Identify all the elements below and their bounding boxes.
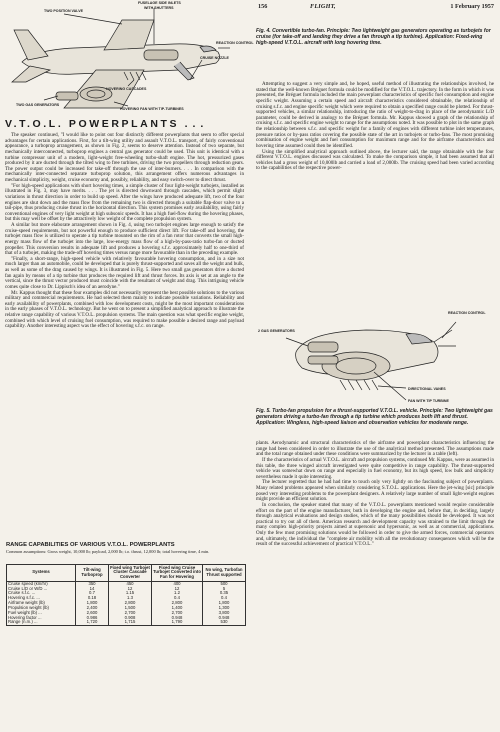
table-cell: Range (n.m.) ... (7, 620, 76, 625)
table-subtitle: Common assumptions: Gross weight, 10,000 lb; payload, 2,000 lb; t.o. thrust, 12,000 lb; total hovering time, 4 min. (6, 549, 210, 554)
label-fuselage-side-inlets: FUSELAGE SIDE INLETS (138, 1, 181, 5)
body-column-2-lower (256, 441, 494, 726)
table-cell: 530 (203, 620, 246, 625)
table-cell: 1.15 (109, 591, 152, 596)
table-cell: 0.986 (76, 616, 109, 621)
table-cell: 1,715 (109, 620, 152, 625)
table-cell: 500 (203, 581, 246, 586)
heading-dots: . . . (184, 118, 205, 130)
figure-5-drawing (256, 302, 494, 406)
table-cell: Airframe weight (lb) (7, 601, 76, 606)
table-cell: 0.908 (109, 616, 152, 621)
table-cell: 1,400 (152, 606, 203, 611)
label-gas-generators: 2 GAS GENERATORS (258, 329, 295, 333)
label-hovering-cascades: HOVERING CASCADES (106, 87, 147, 91)
table-cell: 1,800 (203, 601, 246, 606)
header-cruise-turbojet-fan: Fixed wing Cruise Turbojet Converted into Fan for Hovering (153, 564, 201, 580)
table-cell: Fuel weight (lb) ... (7, 611, 76, 616)
paragraph: A similar but more elaborate arrangement shown in Fig. 4, using two turbojet engines large enough to satisfy the cruise-speed requirements, but not powerful enough to produce sufficient direct lift. For take-off and hovering, the turbojet mass flow is utilized to operate a tip turbine mounted on the rim of a fan rotor that converts the small high-energy mass flow of the turbojet into the large, low-energy mass flow of a high-by-pass-ratio turbo-fan or ducted propeller. This conversion results in adequate lift and produces a hovering s.f.c. approximately half to one-third of that of a turbojet, making the trade-off hovering times versus range more favourable than in the preceding example. (5, 222, 244, 257)
paragraph: The speaker continued, "I would like to point out four distinctly different powerplants that seem to offer special advantages for certain applications. First, for a tilt-wing utility and assault V.T.O.L. transport, of fairly conventional appearance, a turboprop arrangement, as shown in Fig. 2, seems to deserve attention. Instead of two separate, but mechanically interconnected, turboprop engines a central gas generator could be used. This unit is identical with a turbine compressor unit of a modern, light-weight free-wheeling turbo-shaft engine. The hot, pressurized gases produced by it are ducted through the tilted wing to free turbines, driving the two propellers through reduction gears. The power output could be increased for take-off through the use of inter-burners. . . . In comparison with the mechanically inter-connected separate turboprop solution, this arrangement offers numerous advantages in mechanical simplicity, weight, cruise economy and, possibly, reliability, and easy switch-over to direct thrust. (5, 132, 244, 183)
table-cell: 0.35 (203, 591, 246, 596)
table-cell: 1.2 (152, 591, 203, 596)
label-fan-tip-turbine: FAN WITH TIP TURBINE (408, 399, 449, 403)
label-directional-vanes: DIRECTIONAL VANES (408, 387, 446, 391)
table-cell: 0.4 (203, 596, 246, 601)
table-cell: Hovering s.f.c. ... (7, 596, 76, 601)
table-cell: Cruise L/D or W/D ... (7, 587, 76, 592)
page-number: 156 (258, 3, 268, 10)
table-cell: 12 (109, 587, 152, 592)
magazine-title: FLIGHT, (310, 3, 336, 10)
table-cell: 1,720 (76, 620, 109, 625)
table-cell: 14 (76, 587, 109, 592)
paragraph: The lecturer regretted that he had had time to touch only very lightly on the fascinating subject of powerplants. Many related problems appeared when similarly considering S.T.O.L. applications. Here the jet-wing [sic] principle posed very interesting problems to the powerplant designers. A relatively large number of small light-weight engines might provide an efficient solution. (256, 479, 494, 503)
table-cell: Propulsion weight (lb) (7, 606, 76, 611)
figure-5-caption: Fig. 5. Turbo-fan propulsion for a thrust-supported V.T.O.L. vehicle. Principle: Two lightweight gas generators driving a turbo-fan through a tip turbine which produces both lift and thrust. Application: Wingless, high-speed liaison and observation vehicles for moderate range. (256, 408, 493, 426)
paragraph: In conclusion, the speaker stated that many of the V.T.O.L. powerplants mentioned would require considerable effort on the part of the engine manufacturer, both in developing the engine and, before that, in deciding, largely through analytical evaluations and design studies, which of the many possibilities should be developed. It was not practical to try out all of them. American research and development capacity was strained to the limit through the many complex high-priority projects aimed at supersonic and hypersonic, as well as at commercial, applications. Only the few most promising solutions would be followed in order to give the armed forces, commercial operators and, ultimately, the individual the "complete air mobility with all the revolutionary consequences which will be the result of the successful achievement of practical V.T.O.L." (256, 501, 494, 548)
label-reaction-control-fig5: REACTION CONTROL (448, 311, 486, 315)
table-header-row (7, 565, 246, 582)
table-cell: 5 (203, 587, 246, 592)
table-cell: 2,800 (109, 601, 152, 606)
paragraph: If the characteristics of actual V.T.O.L. aircraft and propulsion systems, continued Mr. Kappus, were as assumed in this table, the three winged aircraft investigated were quite competitive in range capability. The thrust-supported vehicle was somewhat down on range and especially in fuel economy, but its high speed, low bulk and simplicity nevertheless made it quite interesting. (256, 456, 494, 480)
table-cell: 12 (152, 587, 203, 592)
header-tilt-wing: Tilt-wing Turboprop (76, 565, 109, 582)
table-cell: 2,600 (76, 611, 109, 616)
table-cell: 2,400 (76, 606, 109, 611)
heading-title: V.T.O.L. POWERPLANTS (5, 118, 180, 130)
table-cell: 0.7 (76, 591, 109, 596)
running-header (258, 3, 494, 15)
issue-date: 1 February 1957 (450, 3, 494, 10)
table-title: RANGE CAPABILITIES OF VARIOUS V.T.O.L. POWERPLANTS (6, 542, 175, 548)
body-column-1 (5, 133, 244, 537)
label-hovering-fan: HOVERING FAN WITH TIP-TURBINES (120, 107, 184, 111)
table-cell: 3,800 (203, 611, 246, 616)
table-cell: 450 (109, 581, 152, 586)
paragraph: plants. Aerodynamic and structural characteristics of the airframe and powerplant characteristics influencing the range had been considered in order to illustrate the use of the analytical method presented. The assumptions made and the total range obtained under these conditions were summarized by the lecturer in a table (left). (256, 440, 494, 458)
table-cell: 2,700 (109, 611, 152, 616)
table-cell: 2,800 (152, 601, 203, 606)
table-cell: 0.948 (203, 616, 246, 621)
figure-4-drawing (4, 0, 254, 112)
paragraph: Using the simplified analytical approach outlined above, the lecturer said, the range obtainable with the four different V.T.O.L. engines discussed was calculated. To make the comparison simple, it had been assumed that all vehicles had a gross weight of 10,000lb and carried a load of 2,000lb. The cruising speed had been varied according to the capabilities of the respective power- (256, 148, 494, 172)
table-cell: Cruise s.f.c. ... (7, 591, 76, 596)
header-no-wing-turbofan: No wing, Turbofan Thrust supported (203, 565, 246, 582)
table-cell: 1,800 (76, 601, 109, 606)
table-cell: 400 (152, 581, 203, 586)
table-cell: 350 (76, 581, 109, 586)
paragraph: Attempting to suggest a very simple and, he hoped, useful method of illustrating the relationships involved, he stated that the well-known Bréguet formula could be modified for the V.T.O.L. trajectory. In the form in which it was presented, the Bréguet formula included the main powerplant characteristics of specific fuel consumption and engine specific weight. Assuming a certain speed and aircraft characteristics considered obtainable, the relationship of cruising s.f.c. and engine specific weight which were required to obtain a specified range could be plotted. For thrust-supported vehicles, a similar relationship, introducing the ratio of weight-to-drag in place of the aerodynamic L/D parameter, could be derived in analogy to the Bréguet formula. Mr. Kappus showed a graph of the relationship of cruising s.f.c. and specific engine weight to range for the assumptions noted. It was possible to plot in the same graph the relationship between s.f.c. and specific weight for a family of engines with different turbine inlet temperatures, pressure ratios or by-pass ratios covering the possible state of the art in turbojets or turbo-fans. The most promising combination of engine weight and fuel consumption for maximum range and for the airframe characteristics and hovering time assumed could then be identified. (256, 81, 494, 149)
table-row (7, 620, 246, 625)
paragraph: "For high-speed applications with short hovering times, a simple cluster of four light-weight turbojets, installed as illustrated in Fig. 3, may have merits. . . . The jet is directed downward through cascades, which permit slight variations in thrust direction in order to build up speed. After the wings have produced adequate lift, two of the four engines are shut down and the mass flow from the remaining two is directed through a suitable flap-door valve to a tail-pipe, thus producing cruise thrust in the horizontal direction. This system promises early availability, using fairly conventional engines of very light weight at high subsonic speeds. It has a high fuel-flow during the hovering phases, but this may well be offset by the attractively low weight of the complete propulsion system. (5, 182, 244, 223)
label-cruise-nozzle: CRUISE NOZZLE (200, 56, 229, 60)
table-cell: 1,500 (109, 606, 152, 611)
label-two-gas-generators: TWO GAS GENERATORS (16, 103, 60, 107)
header-systems: Systems (7, 565, 76, 582)
table-cell: 0.18 (76, 596, 109, 601)
label-reaction-control: REACTION CONTROL (216, 41, 254, 45)
table-cell: Hovering factor ... (7, 616, 76, 621)
table-cell: 0.948 (152, 616, 203, 621)
body-column-2-upper (256, 82, 494, 302)
paragraph: Mr. Kappus thought that these four examples did not necessarily represent the best possible solutions to the various military and commercial requirements. He had selected them mainly to indicate possible variations. Reliability and early availability of powerplants, combined with low development costs, might be the most important considerations in the early phases of V.T.O.L. technology. But he went on to present a simplified analytical approach to illustrate the relative range capability of various V.T.O.L. propulsion systems. The main question was what specific engine weight, combined with which level of cruising fuel consumption, was required to make possible a desired range and payload capability. Another interesting aspect was the effect of hovering s.f.c. on range. (5, 289, 244, 330)
table-cell: 2,700 (152, 611, 203, 616)
table-cell: 0.4 (152, 596, 203, 601)
label-with-shutters: WITH SHUTTERS (144, 6, 174, 10)
article-heading (5, 118, 204, 130)
table-cell: 1,300 (203, 606, 246, 611)
figure-4-caption: Fig. 4. Convertible turbo-fan. Principle: Two lightweight gas generators operating as turbojets for cruise (for take-off and landing they drive a fan through a tip turbine). Application: Fixed-wing high-speed V.T.O.L. aircraft with long hovering time. (256, 28, 491, 46)
table-cell: Cruise speed (km/hr) (7, 581, 76, 586)
paragraph: "Finally, a short-range, high-speed vehicle with relatively favourable hovering consumption, and in a size not much larger than an automobile, could be developed that is purely thrust-supported and saves all the weight and bulk, as well as some of the drag caused by wings. It is illustrated in Fig. 5. Here two small gas generators drive a ducted fan again by means of a tip turbine that produces the required lift and thrust forces. Its axis is set at an angle to the vertical, since the thrust vector produced must coincide with the resultant of weight and drag. This intriguing vehicle comes quite close to Dr. Lippisch's idea of an aerodyne." (5, 255, 244, 290)
magazine-name (310, 3, 336, 10)
range-table (6, 564, 246, 626)
table-cell: 1.3 (109, 596, 152, 601)
table-cell: 1,790 (152, 620, 203, 625)
label-two-position-valve: TWO POSITION VALVE (44, 9, 83, 13)
aircraft-fig4 (12, 8, 230, 108)
header-turbojet-cluster: Fixed wing Turbojet Cluster Cascade Converter (110, 564, 150, 580)
